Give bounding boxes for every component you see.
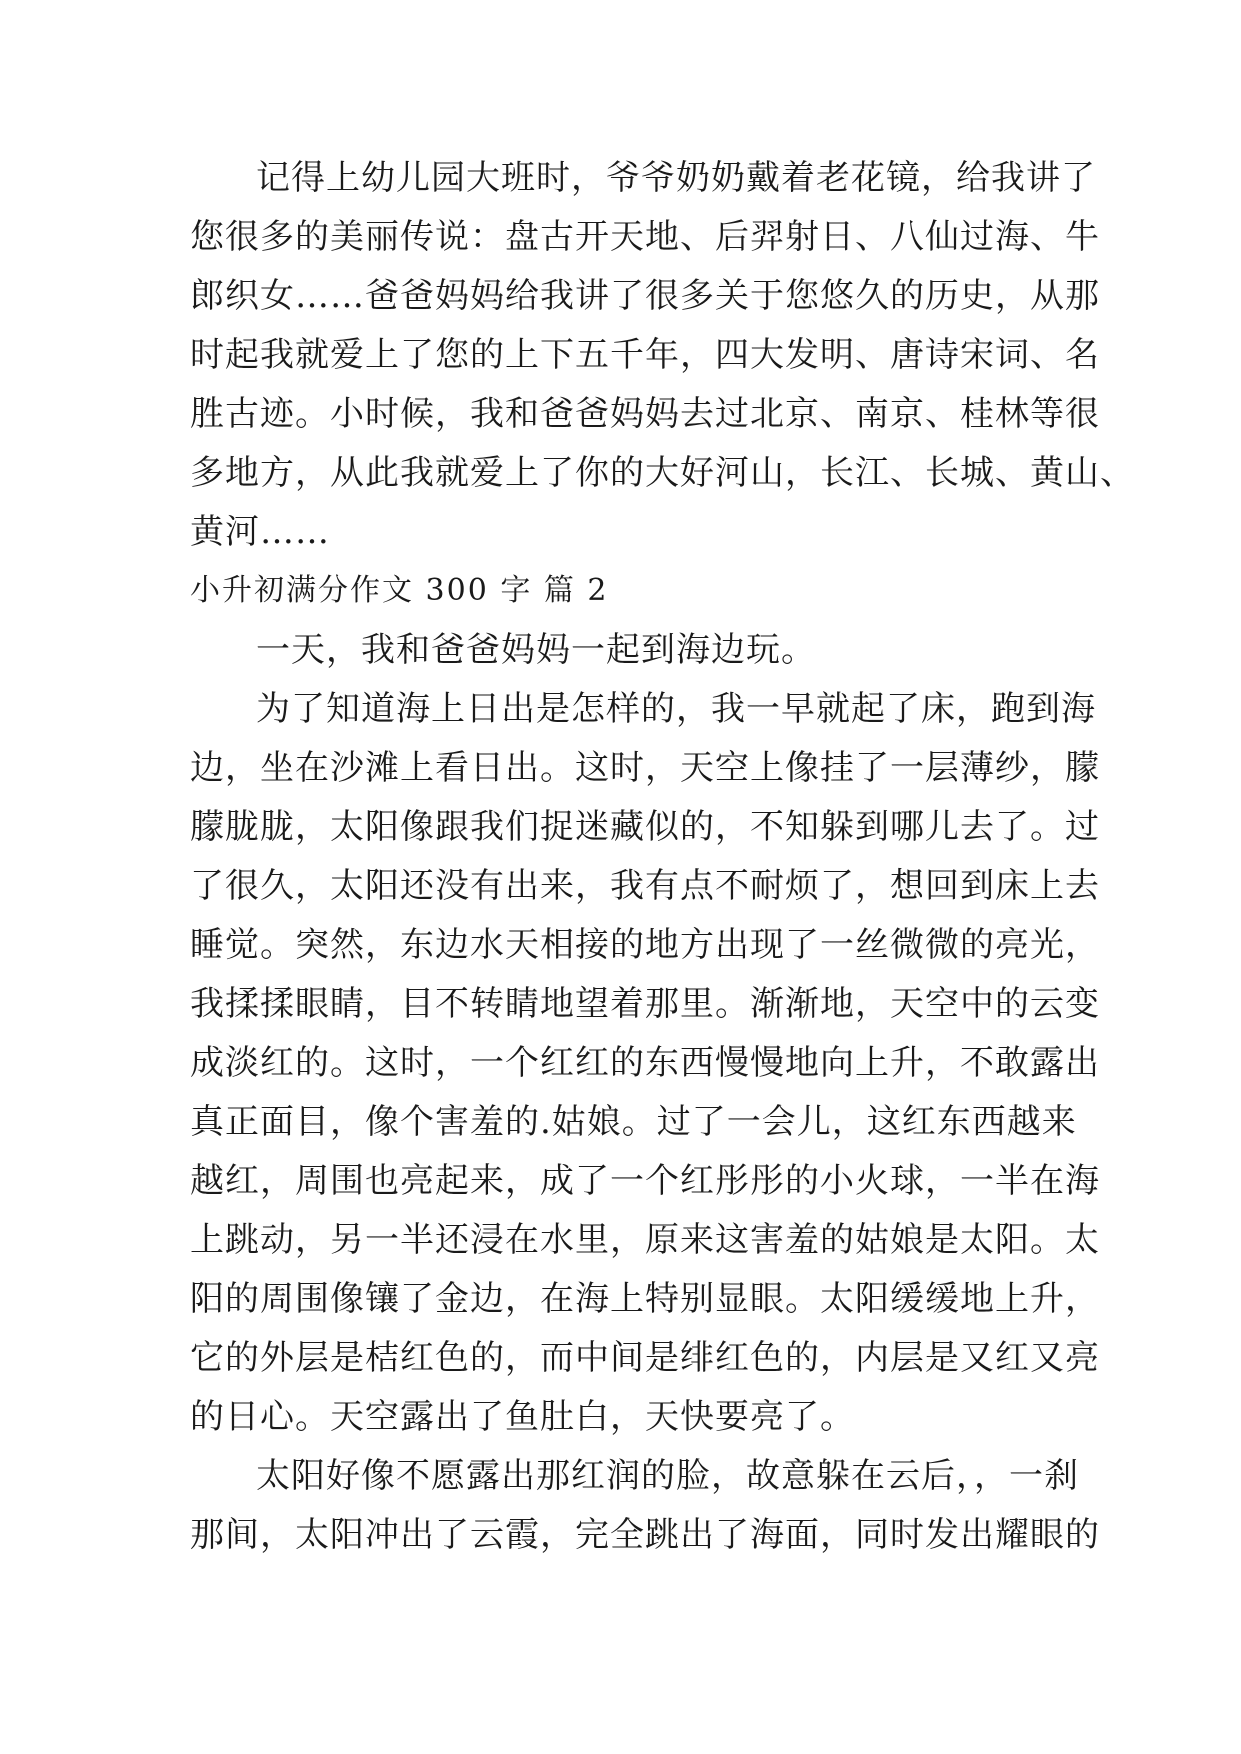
paragraph-line: 那间，太阳冲出了云霞，完全跳出了海面，同时发出耀眼的 xyxy=(190,1515,1100,1555)
paragraph-line: 了很久，太阳还没有出来，我有点不耐烦了，想回到床上去 xyxy=(190,866,1100,906)
paragraph-line: 时起我就爱上了您的上下五千年，四大发明、唐诗宋词、名 xyxy=(190,335,1100,375)
paragraph-line: 黄河…… xyxy=(190,512,330,552)
paragraph-line: 郎织女……爸爸妈妈给我讲了很多关于您悠久的历史，从那 xyxy=(190,276,1100,316)
paragraph-line: 太阳好像不愿露出那红润的脸，故意躲在云后，，一刹 xyxy=(256,1456,1079,1496)
paragraph-line: 我揉揉眼睛，目不转睛地望着那里。渐渐地，天空中的云变 xyxy=(190,984,1100,1024)
paragraph-line: 真正面目，像个害羞的.姑娘。过了一会儿，这红东西越来 xyxy=(190,1102,1077,1142)
paragraph-line: 越红，周围也亮起来，成了一个红彤彤的小火球，一半在海 xyxy=(190,1161,1100,1201)
paragraph-line: 边，坐在沙滩上看日出。这时，天空上像挂了一层薄纱，朦 xyxy=(190,748,1100,788)
section-heading: 小升初满分作文 300 字 篇 2 xyxy=(190,573,609,608)
paragraph-line: 它的外层是桔红色的，而中间是绯红色的，内层是又红又亮 xyxy=(190,1338,1100,1378)
paragraph-line: 睡觉。突然，东边水天相接的地方出现了一丝微微的亮光， xyxy=(190,925,1100,965)
paragraph-line: 的日心。天空露出了鱼肚白，天快要亮了。 xyxy=(190,1397,855,1437)
paragraph-line: 胜古迹。小时候，我和爸爸妈妈去过北京、南京、桂林等很 xyxy=(190,394,1100,434)
paragraph-line: 多地方，从此我就爱上了你的大好河山，长江、长城、黄山、 xyxy=(190,453,1135,493)
paragraph-line: 阳的周围像镶了金边，在海上特别显眼。太阳缓缓地上升， xyxy=(190,1279,1100,1319)
paragraph-line: 成淡红的。这时，一个红红的东西慢慢地向上升，不敢露出 xyxy=(190,1043,1100,1083)
paragraph-line: 上跳动，另一半还浸在水里，原来这害羞的姑娘是太阳。太 xyxy=(190,1220,1100,1260)
paragraph-line: 您很多的美丽传说：盘古开天地、后羿射日、八仙过海、牛 xyxy=(190,217,1100,257)
paragraph-line: 记得上幼儿园大班时，爷爷奶奶戴着老花镜，给我讲了 xyxy=(256,158,1096,198)
paragraph-line: 一天，我和爸爸妈妈一起到海边玩。 xyxy=(256,630,816,670)
paragraph-line: 朦胧胧，太阳像跟我们捉迷藏似的，不知躲到哪儿去了。过 xyxy=(190,807,1100,847)
paragraph-line: 为了知道海上日出是怎样的，我一早就起了床，跑到海 xyxy=(256,689,1096,729)
